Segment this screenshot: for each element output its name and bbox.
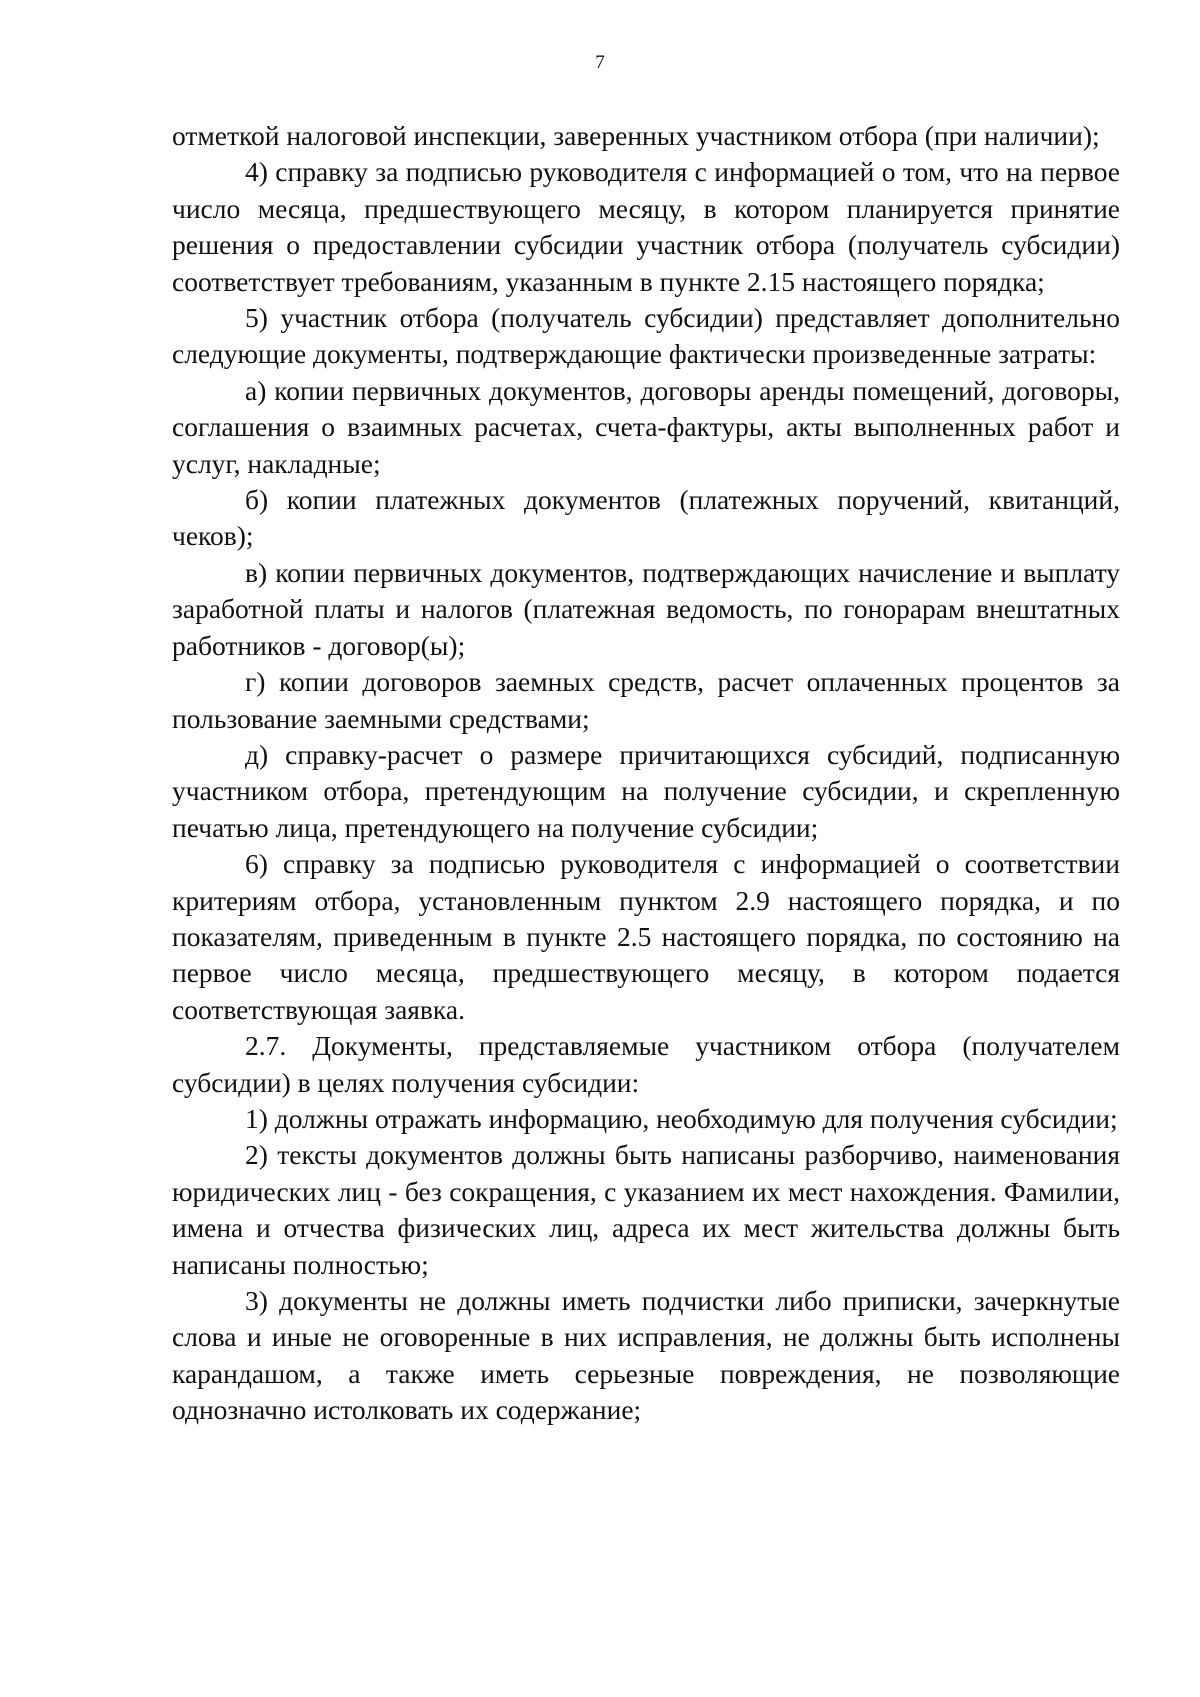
paragraph-requirement-1: 1) должны отражать информацию, необходимую для получения субсидии; <box>245 1102 1118 1134</box>
paragraph-subitem-a: а) копии первичных документов, договоры аренды помещений, договоры, соглашения о взаимных расчетах, счета-фактуры, акты выполненных работ и услуг, накладные; <box>172 374 1120 479</box>
paragraph-subitem-g: г) копии договоров заемных средств, расчет оплаченных процентов за пользование заемными средствами; <box>172 666 1120 734</box>
paragraph-item-5: 5) участник отбора (получатель субсидии) представляет дополнительно следующие документы, подтверждающие фактически произведенные затраты: <box>172 302 1120 370</box>
paragraph-item-6: 6) справку за подписью руководителя с информацией о соответствии критериям отбора, установленным пунктом 2.9 настоящего порядка, и по показателям, приведенным в пункте 2.5 настоящего порядка, по состоянию на первое число месяца, предшествующего месяцу, в котором подается соответствующая заявка. <box>172 848 1120 1025</box>
paragraph-continuation: отметкой налоговой инспекции, заверенных участником отбора (при наличии); <box>172 120 1100 151</box>
paragraph-subitem-d: д) справку-расчет о размере причитающихся субсидий, подписанную участником отбора, претендующим на получение субсидии, и скрепленную печатью лица, претендующего на получение субсидии; <box>172 738 1120 843</box>
document-body <box>172 118 1120 1429</box>
page-number: 7 <box>595 52 605 73</box>
paragraph-requirement-2: 2) тексты документов должны быть написаны разборчиво, наименования юридических лиц - без сокращения, с указанием их мест нахождения. Фамилии, имена и отчества физических лиц, адреса их мест жительства должны быть написаны полностью; <box>172 1139 1120 1280</box>
paragraph-section-2-7: 2.7. Документы, представляемые участником отбора (получателем субсидии) в целях получения субсидии: <box>172 1030 1120 1098</box>
paragraph-subitem-b: б) копии платежных документов (платежных поручений, квитанций, чеков); <box>172 484 1120 552</box>
paragraph-requirement-3: 3) документы не должны иметь подчистки либо приписки, зачеркнутые слова и иные не оговоренные в них исправления, не должны быть исполнены карандашом, а также иметь серьезные повреждения, не позволяющие однозначно истолковать их содержание; <box>172 1285 1120 1426</box>
paragraph-subitem-v: в) копии первичных документов, подтверждающих начисление и выплату заработной платы и налогов (платежная ведомость, по гонорарам внештатных работников - договор(ы); <box>172 556 1120 661</box>
paragraph-item-4: 4) справку за подписью руководителя с информацией о том, что на первое число месяца, предшествующего месяцу, в котором планируется принятие решения о предоставлении субсидии участник отбора (получатель субсидии) соответствует требованиям, указанным в пункте 2.15 настоящего порядка; <box>172 156 1120 297</box>
